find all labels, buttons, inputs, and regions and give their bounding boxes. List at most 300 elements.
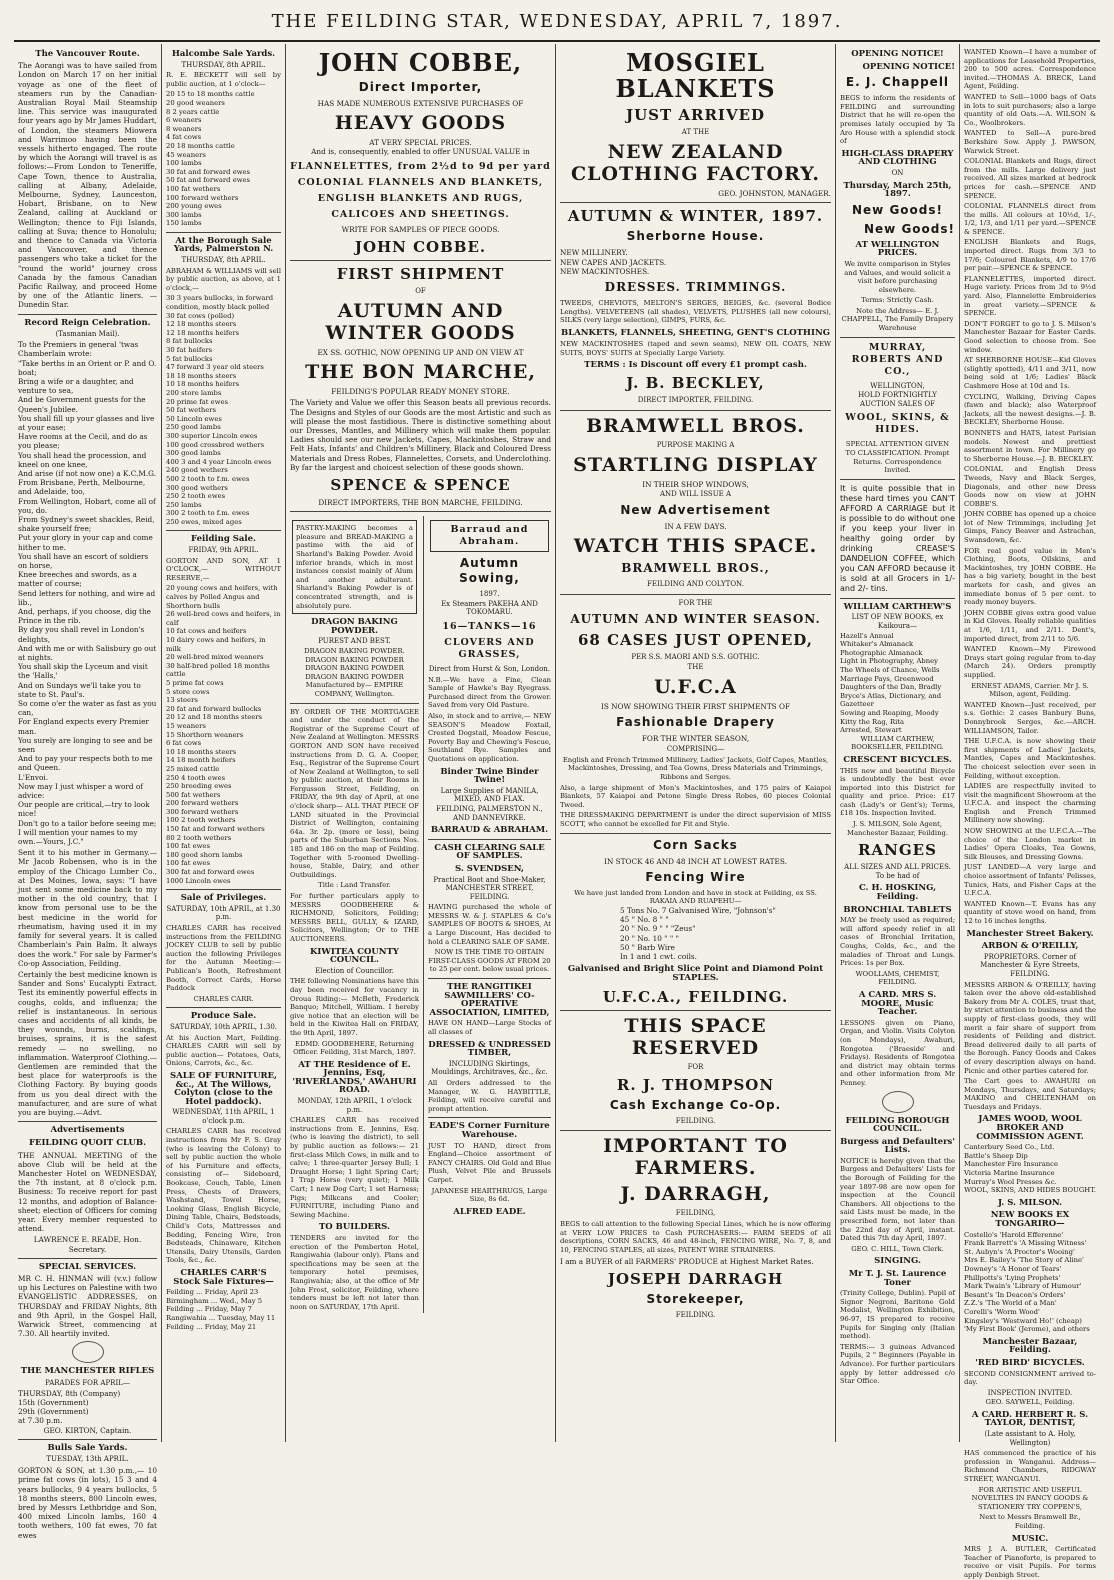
cobbe-special: AT VERY SPECIAL PRICES. bbox=[369, 138, 472, 148]
stock-item: 20 well-bred mixed weaners bbox=[166, 653, 264, 662]
bon-marche-subtitle: FEILDING'S POPULAR READY MONEY STORE. bbox=[331, 387, 510, 397]
fixture-item: Birmingham ... Wed., May 5 bbox=[166, 1296, 263, 1305]
borough-yards-list bbox=[166, 294, 281, 526]
dragon-manufacturer: Manufactured by— EMPIRE COMPANY, Wellington. bbox=[305, 681, 404, 698]
singing-title: SINGING. bbox=[874, 1256, 921, 1267]
poem-line: Our people are critical,—try to look nice! bbox=[18, 800, 150, 819]
crease-coffee-ad: It is quite possible that in these hard times you CAN'T AFFORD A CARRIAGE but it is possible to do without one if you keep your liver in healthy going order by drinking CREASE'S DANDELION COFFEE, which you CAN AFFORD because it is sold at all Grocers in 1/- and 2/- tins. bbox=[840, 483, 955, 593]
milson-agent: J. S. MILSON, Sole Agent, Manchester Bazaar, Feilding. bbox=[847, 820, 948, 837]
record-reign-source: (Tasmanian Mail). bbox=[55, 329, 120, 338]
book-item: Kingsley's 'Westward Ho!' (cheap) bbox=[964, 1316, 1082, 1325]
dressmaking-dept: THE DRESSMAKING DEPARTMENT is under the direct supervision of MISS SCOTT, who cannot be excelled for Fit and Style. bbox=[560, 811, 831, 828]
dragon-subheading: PUREST AND BEST. bbox=[318, 637, 391, 646]
wire-item: 5 Tons No. 7 Galvanised Wire, "Johnson's" bbox=[620, 905, 776, 915]
rifles-parades bbox=[18, 1389, 157, 1426]
colonial-flannels: COLONIAL FLANNELS direct from the mills. All colours at 10½d, 1/-, 1/2, 1/3, and 1/11 per yard.—SPENCE & SPENCE. bbox=[964, 202, 1096, 236]
darragh-buyer: I am a BUYER of all FARMERS' PRODUCE at Highest Market Rates. bbox=[560, 1256, 814, 1266]
stock-item: 12 18 months steers bbox=[166, 320, 237, 329]
poem-line: From Wellington, Hobart, come all of you, do. bbox=[18, 496, 156, 515]
mortgagee-notice: BY ORDER OF THE MORTGAGEE and under the conduct of the Registrar of the Supreme Court of New Zealand at Wellington. MESSRS GORTON AND SON have received instructions from D. G. A. Cooper, Esq., Registrar of the Supreme Court of New Zealand at Wellington, to sell by public auction, at their Rooms in Fergusson Street, Feilding, on FRIDAY, the 9th day of April, at one o'clock sharp— ALL THAT PIECE OF LAND situated in the Provincial District of Wellington, containing 64a. 3r. 2p. (more or less), being parts of the Suburban Sections Nos. 185 and 186 on the map of Feilding. Together with 5-roomed Dwelling-house, Stable, Dairy, and other Outbuildings. bbox=[290, 707, 419, 879]
evans-wood: WANTED Known—T. Evans has any quantity of stove wood on hand, from 12 to 16 inches lengths. bbox=[964, 899, 1096, 925]
second-consignment: SECOND CONSIGNMENT arrived to-day. bbox=[964, 1369, 1096, 1387]
space-reserved-for: FOR bbox=[687, 1062, 704, 1071]
thompson-title: R. J. THOMPSON bbox=[616, 1075, 775, 1094]
borough-crest-icon bbox=[882, 1091, 914, 1113]
murray-title: MURRAY, ROBERTS AND CO., bbox=[851, 341, 944, 377]
privileges-date: SATURDAY, 10th APRIL, at 1.30 p.m. bbox=[166, 904, 281, 922]
invite-text: We invite comparison in Styles and Values, and would solicit a visit before purchasing elsewhere. bbox=[844, 259, 951, 294]
stock-item: 250 ewes, mixed ages bbox=[166, 517, 242, 526]
red-bird-title: 'RED BIRD' BICYCLES. bbox=[975, 1357, 1085, 1368]
new-books-title: NEW BOOKS EX TONGARIRO— bbox=[990, 1210, 1070, 1229]
column-3-right bbox=[424, 516, 551, 1313]
book-item: Marriage Pays, Greenwood bbox=[840, 674, 934, 683]
poem-line: You shall have an escort of soldiers on horse, bbox=[18, 551, 149, 570]
sherborne-line: NEW MILLINERY. bbox=[560, 248, 628, 258]
kiwitea-signature: EDMD. GOODBEHERE, Returning Officer. Feilding, 31st March, 1897. bbox=[293, 1039, 416, 1057]
inspection-invited: INSPECTION INVITED. bbox=[987, 1388, 1073, 1397]
bulls-date: TUESDAY, 13th APRIL. bbox=[46, 1455, 129, 1464]
spence-title: SPENCE & SPENCE bbox=[330, 476, 511, 495]
terms-cash: Terms: Strictly Cash. bbox=[861, 296, 934, 305]
poem-line: You shall skip the Lyceum and visit the 'Halls,' bbox=[18, 662, 148, 681]
wood-title: JAMES WOOD, WOOL BROKER AND COMMISSION AGENT. bbox=[976, 1114, 1084, 1142]
taylor-title: A CARD. HERBERT R. S. TAYLOR, DENTIST, bbox=[971, 1409, 1089, 1429]
taylor-text: HAS commenced the practice of his profession in Wanganui. Address— Richmond Chambers, RIDGWAY STREET, WANGANUI. bbox=[964, 1449, 1096, 1484]
stock-item: 8 fat bullocks bbox=[166, 337, 213, 346]
ufca-jackets: THE U.F.C.A. is now showing their first shipments of Ladies' Jackets, Mantles, Capes and Mackintoshes. The choicest selection ever seen in Feilding, without exception. bbox=[964, 737, 1096, 780]
stock-item: 250 2 tooth ewes bbox=[166, 492, 226, 501]
poem-line: Put your glory in your cap and come hither to me. bbox=[18, 533, 153, 552]
wanted-sow: WANTED to Sell—A pure-bred Berkshire Sow. Apply J. PAWSON, Warwick Street. bbox=[964, 129, 1096, 155]
divider bbox=[840, 479, 955, 480]
stock-item: 200 store lambs bbox=[166, 388, 222, 397]
stock-item: 8 2 years cattle bbox=[166, 107, 220, 116]
corn-sacks-title: Corn Sacks bbox=[653, 837, 738, 852]
stock-item: 250 4 tooth ewes bbox=[166, 773, 226, 782]
high-class-drapery: HIGH-CLASS DRAPERY AND CLOTHING bbox=[841, 148, 954, 168]
produce-date: SATURDAY, 10th APRIL, 1.30. bbox=[169, 1022, 278, 1031]
ladies-invited: LADIES are respectfully invited to visit the magnificent Showroom at the U.F.C.A. and inspect the charming English and French Trimmed Millinery now showing. bbox=[964, 782, 1096, 825]
book-item: Sowing and Reaping, Moody bbox=[840, 708, 939, 717]
ufca-text: English and French Trimmed Millinery, Ladies' Jackets, Golf Capes, Mantles, Mackintoshes, Dressing, and Tea Gowns, Dress Materials and Trimmings, Ribbons and Serges. bbox=[562, 755, 829, 782]
sherborne-line: NEW MACKINTOSHES. bbox=[560, 266, 650, 276]
divider bbox=[18, 314, 157, 315]
stock-item: 30 3 years bullocks, in forward condition, mostly black polled bbox=[166, 294, 274, 312]
bon-marche-title: THE BON MARCHE, bbox=[305, 361, 536, 384]
startling-display: STARTLING DISPLAY bbox=[573, 453, 818, 476]
new-goods-2: New Goods! bbox=[864, 221, 955, 236]
storekeeper: Storekeeper, bbox=[646, 1291, 745, 1306]
divider bbox=[18, 1439, 157, 1440]
cases-opened: 68 CASES JUST OPENED, bbox=[577, 630, 813, 649]
joseph-sub: FEILDING. bbox=[675, 1310, 716, 1319]
dress-tweeds: COLONIAL and English Dress Tweeds, Navy and Black Serges, Diagonals, and other new Dress Goods now on view at JOHN COBBE'S. bbox=[964, 465, 1096, 508]
corn-sacks-sub: IN STOCK 46 AND 48 INCH AT LOWEST RATES. bbox=[604, 856, 787, 866]
sawmill-including: INCLUDING Skirtings, Mouldings, Architraves, &c., &c. bbox=[431, 1059, 548, 1077]
book-item: Photographic Almanack bbox=[840, 648, 923, 657]
cobbe-gloves: JOHN COBBE gives extra good value in Kid Gloves. Really reliable qualities at 1/6, 1/11, and 2/11. Dent's, imported direct, from 2/11 to 5/6. bbox=[964, 608, 1096, 643]
stock-item: 10 18 months steers bbox=[166, 747, 237, 756]
cobbe-calicoes: CALICOES AND SHEETINGS. bbox=[331, 208, 510, 220]
stock-item: 6 fat cows bbox=[166, 739, 202, 748]
cobbe-text: And is, consequently, enabled to offer UNUSUAL VALUE in bbox=[311, 147, 530, 157]
builders-heading: TO BUILDERS. bbox=[318, 1222, 390, 1233]
mosgiel-at: AT THE bbox=[681, 128, 710, 136]
mosgiel-subtitle: JUST ARRIVED bbox=[625, 106, 766, 124]
new-books-list bbox=[964, 1231, 1096, 1334]
rifles-signature: GEO. KIRTON, Captain. bbox=[43, 1425, 132, 1435]
stock-item: 150 fat and forward wethers bbox=[166, 825, 265, 834]
crest-emblem-icon bbox=[72, 1341, 104, 1363]
poem-line: And with me or with Salisbury go out at nights. bbox=[18, 643, 157, 662]
divider bbox=[560, 1010, 831, 1011]
column-4 bbox=[556, 44, 836, 1442]
fencing-wire-title: Fencing Wire bbox=[645, 869, 746, 884]
rifles-heading: THE MANCHESTER RIFLES bbox=[20, 1366, 155, 1377]
space-reserved: THIS SPACE RESERVED bbox=[624, 1014, 767, 1059]
bulls-heading: Bulls Sale Yards. bbox=[47, 1442, 128, 1453]
book-item: Z.Z.'s 'The World of a Man' bbox=[964, 1299, 1057, 1308]
fixture-item: Feilding ... Friday, May 7 bbox=[166, 1305, 252, 1314]
steamers-line: Ex Steamers PAKEHA AND TOKOMARU. bbox=[441, 599, 538, 617]
firewood: WANTED Known—My Firewood Drays start going regular from to-day (March 24). Orders promptly supplied. bbox=[964, 645, 1096, 679]
stock-item: 15 Shorthorn weaners bbox=[166, 730, 244, 739]
flannelettes: FLANNELETTES, imported direct. Huge variety. Prices from 3d to 9½d yard. Also, Flannelette Embroideries in great variety.—SPENCE & SPENCE. bbox=[964, 274, 1096, 318]
cash-clearing-heading: CASH CLEARING SALE OF SAMPLES. bbox=[434, 842, 545, 862]
first-shipment-goods: AUTUMN AND WINTER GOODS bbox=[325, 300, 516, 345]
bulls-notice: GORTON & SON, at 1.30 p.m.,— 10 prime fat cows (in lots), 15 3 and 4 years bullocks, 9 4 years bullocks, 5 18 months steers, 800 Lincoln ewes, bred by Messrs Lethbridge and Son, 400 mixed Lincoln lambs, 160 4 tooth wethers, 100 fat ewes, 70 fat ewes bbox=[18, 1466, 157, 1540]
cycling-capes: CYCLING, Walking, Driving Capes (fawn and black); also Waterproof Jackets, all the newest designs.—J. B. BECKLEY, Sherborne House. bbox=[964, 392, 1096, 427]
book-item: Light in Photography, Abney bbox=[840, 657, 939, 666]
mackintosh-line: NEW MACKINTOSHES (taped and sewn seams), NEW OIL COATS, NEW SUITS, BOYS' SUITS at Specially Large Variety. bbox=[560, 340, 831, 357]
privileges-signature: CHARLES CARR. bbox=[193, 994, 254, 1003]
stock-item: 10 18 months heifers bbox=[166, 380, 240, 389]
halcombe-heading: Halcombe Sale Yards. bbox=[171, 49, 276, 59]
divider bbox=[290, 260, 551, 261]
feilding-sale-notice: GORTON AND SON, AT 1 O'CLOCK,— WITHOUT RESERVE,— bbox=[166, 556, 281, 582]
wanted-oats: WANTED to Sell—1000 bags of Oats in lots to suit purchasers; also a large quantity of old Oats.—A. WILSON & Co., Woolbrokers. bbox=[964, 92, 1096, 127]
agency-item: Battle's Sheep Dip bbox=[964, 1151, 1028, 1160]
stock-item: 300 good lambs bbox=[166, 449, 221, 458]
parade-item: 15th (Government) bbox=[18, 1398, 89, 1408]
stock-item: 20 15 to 18 months cattle bbox=[166, 90, 255, 99]
spence-subtitle: DIRECT IMPORTERS, THE BON MARCHE, FEILDING. bbox=[318, 498, 523, 508]
borough-yards-heading: At the Borough Sale Yards, Palmerston N. bbox=[173, 235, 274, 255]
stock-item: 20 prime fat ewes bbox=[166, 397, 229, 406]
stock-item: 300 good wethers bbox=[166, 483, 228, 492]
quoit-club-heading: FEILDING QUOIT CLUB. bbox=[28, 1138, 147, 1149]
darragh-title: J. DARRAGH, bbox=[620, 1183, 771, 1205]
poem-line: And arise (if not now one) a K.C.M.G. bbox=[18, 468, 157, 478]
fixture-item: Feilding ... Friday, May 21 bbox=[166, 1322, 257, 1331]
feilding-sale-heading: Feilding Sale. bbox=[191, 534, 256, 545]
moore-title: A CARD. MRS S. MOORE, Music Teacher. bbox=[858, 989, 937, 1018]
divider bbox=[560, 202, 831, 203]
svendsen-sub: Practical Boot and Shoe-Maker, MANCHESTER STREET, FEILDING. bbox=[433, 875, 546, 901]
wire-item: 45 " No. 8 " " bbox=[620, 915, 669, 925]
furniture-notice: CHARLES CARR has received instructions from Mr F. S. Gray (who is leaving the Colony) to sell by public auction the whole of his Furniture and effects, consisting of— Sideboard, Bookcase, Couch, Table, Linen Press, Chests of Drawers, Washstand, Towel Horse, Looking Glass, English Bicycle, Dining Table, Chairs, Bedsteads, Child's Cots, Mattresses and Bedding, Fencing Wire, Iron Bedsteads, Chinaware, Kitchen Utensils, Dairy Utensils, Garden Tools, &c., &c. bbox=[166, 1127, 281, 1265]
wire-item: In 1 and 1 cwt. coils. bbox=[620, 951, 697, 961]
saywell: GEO. SAYWELL, Feilding. bbox=[985, 1398, 1075, 1407]
halcombe-date: THURSDAY, 8th APRIL. bbox=[181, 60, 266, 69]
divider bbox=[840, 337, 955, 338]
tanks-line: 16—TANKS—16 bbox=[442, 621, 537, 633]
divider bbox=[166, 1007, 281, 1008]
binder-twine-heading: Binder Twine Binder Twine! bbox=[440, 766, 539, 786]
barraud-signature: BARRAUD & ABRAHAM. bbox=[430, 825, 549, 836]
dragon-line: DRAGON BAKING POWDER bbox=[305, 672, 404, 681]
sawmill-timber: DRESSED & UNDRESSED TIMBER, bbox=[428, 1039, 551, 1059]
special-services-heading: SPECIAL SERVICES. bbox=[38, 1261, 137, 1272]
comprising: COMPRISING— bbox=[666, 744, 725, 753]
cobbe-signature: JOHN COBBE. bbox=[354, 237, 487, 256]
book-item: St. Aubyn's 'A Proctor's Wooing' bbox=[964, 1247, 1075, 1256]
dragon-line: DRAGON BAKING POWDER bbox=[305, 655, 404, 664]
arbon-title: ARBON & O'REILLY, bbox=[981, 941, 1079, 952]
divider bbox=[166, 232, 281, 233]
darragh-text: BEGS to call attention to the following Special Lines, which he is now offering at VERY LOW PRICES to Cash PURCHASERS:— FARM SEEDS of all descriptions, CORN SACKS, 46 and 48-inch, FENCING WIRE, No. 7, 8, and 10, FENCING STAPLES, all sizes, PATENT WIRE STRAINERS. bbox=[560, 1220, 831, 1254]
cobbe-colonial: COLONIAL FLANNELS AND BLANKETS, bbox=[297, 176, 544, 188]
stock-item: 300 superior Lincoln ewes bbox=[166, 431, 258, 440]
stock-item: 300 lambs bbox=[166, 210, 202, 219]
arbon-text: MESSRS ARBON & O'REILLY, having taken over the above old-established Bakery from Mr A. COLES, trust that, by strict attention to business and the supply of first-class goods, they will merit a fair share of support from residents of Feilding and district. Bread delivered daily to all parts of the Borough. Fancy Goods and Cakes of every description always on hand. Picnic and other parties catered for. bbox=[964, 980, 1096, 1075]
svendsen-text: HAVING purchased the whole of MESSRS W. & J. STAPLES & Co's SAMPLES OF BOOTS & SHOES, At a Large Discount, Has decided to hold a CLEARING SALE OF SAME. bbox=[427, 903, 551, 946]
stock-item: 100 lambs bbox=[166, 159, 202, 168]
quoit-club-signature: LAWRENCE E. READE, Hon. Secretary. bbox=[33, 1235, 142, 1254]
autumn-sowing-title: Autumn Sowing, bbox=[459, 556, 520, 586]
stock-item: 20 young cows and heifers, with calves by Polled Angus and Shorthorn bulls bbox=[166, 584, 278, 610]
new-goods: New Goods! bbox=[852, 202, 943, 217]
moore-text: LESSONS given on Piano, Organ, and Violin. Visits Colyton (on Mondays), Awahuri, Rongotea ('Braeside' and Fridays). Residents of Rongotea and district may obtain terms and other information from Mr Penney. bbox=[840, 1018, 955, 1087]
book-item: Whitaker's Almanack bbox=[840, 640, 914, 649]
taylor-sub: (Late assistant to A. Holy, Wellington) bbox=[984, 1430, 1076, 1447]
chamberlain-article: Sent it to his mother in Germany.—Mr Jacob Robensen, who is in the employ of the Chicago Lumber Co., at Des Moines, Iowa, says: "I have just sent some medicine back to my mother in the old country, that I know from personal use to be the best medicine in the world for rheumatism, having used it in my family for several years. It is called Chamberlain's Pain Balm. It always does the work." For sale by Farmer's Co-op Association, Feilding. bbox=[18, 848, 157, 968]
now-is-the-time: NOW IS THE TIME TO OBTAIN FIRST-CLASS GOODS AT FROM 20 to 25 per cent. below usual prices. bbox=[428, 948, 551, 974]
bazaar-title: Manchester Bazaar, Feilding. bbox=[982, 1336, 1078, 1356]
eade-heading: EADE'S Corner Furniture Warehouse. bbox=[429, 1121, 550, 1140]
book-item: Arrested, Stewart bbox=[840, 726, 902, 735]
stock-fixtures-list bbox=[166, 1288, 281, 1331]
kiwitea-notice: THE following Nominations have this day been received for vacancy in Oroua Riding:— McBeth, Frederick Banquo; Mitchell, William. I hereby give notice that an election will be held in the Kiwitea Hall on FRIDAY, the 9th April, 1897. bbox=[290, 977, 419, 1037]
cases-sub: PER S.S. MAORI AND S.S. GOTHIC. bbox=[631, 652, 760, 661]
darragh-sub: FEILDING, bbox=[675, 1209, 716, 1217]
chappell-text: BEGS to inform the residents of FEILDING and surrounding District that he will re-open the premises lately occupied by Ta Aro House with a splendid stock of bbox=[840, 94, 955, 146]
nzcf-signature: GEO. JOHNSTON, MANAGER. bbox=[718, 189, 831, 199]
feilding-sale-date: FRIDAY, 9th APRIL. bbox=[188, 546, 259, 555]
fixture-item: Rangiwahia ... Tuesday, May 11 bbox=[166, 1313, 276, 1322]
wood-agencies bbox=[964, 1143, 1096, 1186]
stock-item: 200 young ewes bbox=[166, 202, 222, 211]
murray-text: SPECIAL ATTENTION GIVEN TO CLASSIFICATION. Prompt Returns. Correspondence Invited. bbox=[845, 440, 950, 475]
ranges-sub: ALL SIZES AND ALL PRICES. To be had of bbox=[844, 863, 951, 880]
cobbe-english: ENGLISH BLANKETS AND RUGS, bbox=[317, 192, 524, 204]
crescent-text: THIS new and beautiful Bicycle is undoubtedly the best ever imported into this District for quality and price. Price: £17 cash (Lady's or Gent's); Terms, £18 10s. Inspection Invited. bbox=[840, 766, 955, 818]
stock-item: 4 fat cows bbox=[166, 133, 202, 142]
eade-hearthrugs: JAPANESE HEARTHRUGS, Large Size, 8s 6d. bbox=[431, 1186, 548, 1204]
carthew-sub: LIST OF NEW BOOKS, ex Kaikoura— bbox=[851, 613, 944, 630]
stock-item: 150 lambs bbox=[166, 219, 202, 228]
poem-line: L'Envoi. bbox=[18, 772, 49, 782]
carthew-books bbox=[840, 632, 955, 735]
sawmill-heading: THE RANGITIKEI SAWMILLERS' CO-OPERATIVE ASSOCIATION, LIMITED, bbox=[429, 982, 550, 1018]
stock-item: 100 good crossbred wethers bbox=[166, 440, 265, 449]
poem-line: You shall head the procession, and kneel on one knee, bbox=[18, 450, 147, 469]
wire-item: 20 " No. 10 " " " bbox=[620, 933, 679, 943]
sherborne-lines bbox=[560, 248, 831, 276]
vancouver-article: The Aorangi was to have sailed from London on March 17 on her initial voyage as one of the fleet of steamers run by the Canadian-Australian Royal Mail Steamship line. This service was inaugurated four years ago by Mr James Huddart, of London, the steamers Miowera and Warrimoo having been the vessels hitherto engaged. The route by which the Aorangi will travel is as follows:—From London to Teneriffe, Cape Town, thence to Australia, calling at Albany, Adelaide, Melbourne, Sydney, Launceston, Hobart, Brisbane, on to New Zealand, calling at Auckland or Wellington; thence to Fiji Islands, calling at Suva; thence to Honolulu; and thence to Canada via Victoria and Vancouver, and thence passengers who take a ticket for the "round the world" journey cross Canada by the famous Canadian Pacific Railway, and proceed Home by one of the Atlantic liners. —Dunedin Star. bbox=[18, 61, 157, 310]
book-item: Besant's 'In Deacon's Orders' bbox=[964, 1290, 1066, 1299]
cobbe-title: JOHN COBBE, bbox=[318, 48, 523, 77]
murray-hold: HOLD FORTNIGHTLY AUCTION SALES OF bbox=[858, 391, 937, 408]
dragon-line: DRAGON BAKING POWDER. bbox=[304, 646, 405, 655]
stock-item: 45 weaners bbox=[166, 150, 206, 159]
ufca-also: Also, a large shipment of Men's Mackintoshes, and 175 pairs of Kaiapoi Blankets, 57 Kaiapoi and Petone Single Dress Robes, 60 pieces Colonial Tweed. bbox=[560, 783, 831, 809]
hawkes-bay-text: N.B.—We have a Fine, Clean Sample of Hawke's Bay Ryegrass. Purchased direct from the Grower. Saved from very Old Pasture. bbox=[427, 675, 551, 710]
stock-item: 12 18 months heifers bbox=[166, 328, 240, 337]
tonor-text: (Trinity College, Dublin). Pupil of Signor Negroni, Baritone Gold Medalist, Wellington Exhibition, 96-97, IS prepared to receive Pupils for Singing only (Italian method). bbox=[840, 1289, 955, 1341]
opening-date: Thursday, March 25th, 1897. bbox=[843, 180, 952, 200]
sawmill-text: HAVE ON HAND—Large Stocks of all classes of bbox=[427, 1019, 551, 1036]
startling-will: AND WILL ISSUE A bbox=[659, 490, 732, 498]
hosking: C. H. HOSKING, Feilding. bbox=[858, 883, 937, 903]
poem-line: And, perhaps, if you choose, dig the Prince in the rib. bbox=[18, 606, 151, 626]
mortgagee-further: For further particulars apply to MESSRS GOODBEHERE & RICHMOND, Solicitors, Feilding; MESSRS BELL, GULLY, & IZARD, Solicitors, Wellington; Or to THE AUCTIONEERS. bbox=[290, 892, 419, 943]
halcombe-notice: R. E. BECKETT will sell by public auction, at 1 o'clock— bbox=[166, 71, 281, 88]
stock-item: 8 weaners bbox=[166, 124, 202, 133]
ufca-showing: IS NOW SHOWING THEIR FIRST SHIPMENTS OF bbox=[600, 702, 791, 712]
jennings-heading: AT THE Residence of E. Jennins, Esq, 'RIVERLANDS,' AWAHURI ROAD. bbox=[292, 1059, 417, 1096]
poem-line: Have rooms at the Cecil, and do as you please; bbox=[18, 432, 148, 451]
ranges-title: RANGES bbox=[858, 841, 937, 860]
stock-item: 50 Lincoln ewes bbox=[166, 414, 222, 423]
special-services-notice: MR C. H. HINMAN will (v.v.) follow up his Lectures on Palestine with two EVANGELISTIC ADDRESSES, on THURSDAY and FRIDAY Nights, 8th and 9th April, in the Gospel Hall, Warwick Street, commencing at 7.30. All heartily invited. bbox=[18, 1274, 157, 1339]
poem-line: From Brisbane, Perth, Melbourne, and Adelaide, too, bbox=[18, 478, 146, 497]
on-label: ON bbox=[891, 168, 904, 177]
fashionable-drapery: Fashionable Drapery bbox=[616, 715, 775, 730]
stock-item: 10 dairy cows and heifers, in milk bbox=[166, 636, 266, 653]
stock-item: 400 3 and 4 year Lincoln ewes bbox=[166, 457, 272, 466]
stock-item: 20 18 months cattle bbox=[166, 141, 235, 150]
firewood-signature: ERNEST ADAMS, Carrier. Mr J. S. Milson, agent, Feilding. bbox=[971, 681, 1089, 699]
sherborne-subtitle: Sherborne House. bbox=[626, 229, 765, 244]
opening-notice: OPENING NOTICE! bbox=[851, 49, 944, 59]
stock-item: 180 good shorn lambs bbox=[166, 850, 243, 859]
eade-text: JUST TO HAND, direct from England—Choice assortment of FANCY CHAIRS. Old Gold and Blue Plush, Velvet Pile and Brussels Carpet. bbox=[427, 1141, 551, 1184]
book-item: Phillpotts's 'Lying Prophets' bbox=[964, 1273, 1061, 1282]
autumn-sowing-year: 1897. bbox=[479, 590, 500, 599]
fixture-item: Feilding ... Friday, April 23 bbox=[166, 1288, 259, 1297]
stock-item: 80 2 tooth wethers bbox=[166, 833, 232, 842]
the-label: THE bbox=[687, 663, 704, 672]
stock-item: 500 fat wethers bbox=[166, 790, 221, 799]
stock-item: 30 fat and forward ewes bbox=[166, 167, 251, 176]
poem-line: And be Government guests for the Queen's Jubilee. bbox=[18, 395, 146, 414]
book-item: Costello's 'Harold Efferenne' bbox=[964, 1230, 1064, 1239]
now-showing: NOW SHOWING at the U.F.C.A.—The choice of the London market in Ladies' Opera Cloaks, Tea Gowns, Silk Blouses, and Dressing Gowns. bbox=[964, 827, 1096, 861]
agency-item: Murray's Wool Presses &c. bbox=[964, 1177, 1057, 1186]
fencing-wire-list bbox=[560, 906, 831, 961]
stock-item: 20 fat and forward bullocks bbox=[166, 704, 262, 713]
book-item: Corelli's 'Worm Wood' bbox=[964, 1307, 1040, 1316]
svendsen-heading: S. SVENDSEN, bbox=[455, 863, 524, 874]
poem-line: Knee breeches and swords, as a matter of course; bbox=[18, 570, 137, 589]
music-title: MUSIC. bbox=[1011, 1533, 1049, 1544]
parade-item: 29th (Government) bbox=[18, 1407, 89, 1417]
book-item: Bryce's Atlas, Dictionary, and Gazetteer bbox=[840, 691, 942, 709]
stock-item: 5 prime fat cows bbox=[166, 678, 224, 687]
kiwitea-subheading: Election of Councillor. bbox=[315, 966, 394, 975]
produce-heading: Produce Sale. bbox=[190, 1011, 257, 1022]
tonor-title: Mr T. J. St. Laurence Toner bbox=[848, 1269, 947, 1288]
agency-item: Victoria Marine Insurance bbox=[964, 1169, 1055, 1178]
first-shipment-text: EX SS. GOTHIC, NOW OPENING UP AND ON VIEW AT bbox=[317, 348, 524, 358]
wool-skins-hides: WOOL, SKINS, & HIDES. bbox=[845, 412, 950, 436]
borough-council-title: FEILDING BOROUGH COUNCIL. bbox=[845, 1115, 950, 1135]
real-good-value: FOR real good value in Men's Clothing, Boots, Oilskins, and Mackintoshes, try JOHN COBBE. He has a big variety, bought in the best markets for cash, and gives an immediate bonus of 5 per cent. to ready money buyers. bbox=[964, 546, 1096, 607]
divider bbox=[166, 530, 281, 531]
stock-item: 30 fat heifers bbox=[166, 346, 213, 354]
for-the: FOR THE bbox=[678, 598, 713, 607]
opening-notice-2: OPENING NOTICE! bbox=[862, 61, 955, 72]
book-item: Mrs E. Bailey's 'The Story of Aline' bbox=[964, 1256, 1084, 1265]
beckley-subtitle: DIRECT IMPORTER, FEILDING. bbox=[637, 396, 754, 405]
stock-item: 15 weaners bbox=[166, 721, 206, 730]
wanted-leasehold: WANTED Known—I have a number of applications for Leasehold Properties, 200 to 500 acres. Correspondence invited.—THOMAS A. BRECK, Land Agent, Feilding. bbox=[964, 48, 1096, 91]
milson-title: J. S. MILSON. bbox=[997, 1197, 1063, 1208]
stock-item: 10 fat cows and heifers bbox=[166, 627, 247, 636]
divider bbox=[166, 889, 281, 890]
stock-item: 100 2 tooth wethers bbox=[166, 816, 236, 825]
stock-item: 250 breeding ewes bbox=[166, 782, 232, 791]
divider bbox=[428, 1117, 551, 1118]
mosgiel-title: MOSGIEL BLANKETS bbox=[615, 48, 776, 103]
bronchial-text: MAY be freely used as required; will afford speedy relief in all cases of Bronchial Irritation, Coughs, Colds, &c., and the maladies of Throat and Lungs. Prices: 1s per Box. bbox=[840, 916, 955, 968]
agency-item: Manchester Fire Insurance bbox=[964, 1160, 1059, 1169]
book-item: Hazell's Annual bbox=[840, 631, 894, 640]
few-days: IN A FEW DAYS. bbox=[664, 522, 727, 532]
column-3-left bbox=[290, 516, 424, 1313]
cobbe-write: WRITE FOR SAMPLES OF PIECE GOODS. bbox=[341, 224, 500, 234]
furniture-heading: SALE OF FURNITURE, &c., At The Willows, Colyton (close to the Hotel paddock). bbox=[169, 1070, 278, 1107]
column-6 bbox=[960, 44, 1100, 1579]
furniture-date: WEDNESDAY, 11th APRIL, 1 o'clock p.m. bbox=[172, 1108, 275, 1125]
stock-item: 13 steers bbox=[166, 696, 198, 705]
record-reign-heading: Record Reign Celebration. bbox=[24, 317, 151, 328]
ufca-title: U.F.C.A bbox=[654, 676, 737, 699]
divider bbox=[560, 833, 831, 834]
dragon-lines bbox=[290, 647, 419, 681]
book-item: The Wheels of Chance, Wells bbox=[840, 665, 940, 674]
joseph-darragh: JOSEPH DARRAGH bbox=[607, 1269, 784, 1288]
butler-text: MRS J. A. BUTLER, Certificated Teacher of Pianoforte, is prepared to receive or visit Pupils. For terms apply Denbigh Street. bbox=[964, 1545, 1096, 1579]
colonial-blankets: COLONIAL Blankets and Rugs, direct from the mills. Large delivery just received. All sizes marked at bedrock prices for cash.—SPENCE AND SPENCE. bbox=[964, 157, 1096, 200]
cobbe-line: HAS MADE NUMEROUS EXTENSIVE PURCHASES OF bbox=[317, 99, 524, 108]
jennings-notice: CHARLES CARR has received instructions from E. Jennins, Esq. (who is leaving the district), to sell by public auction as follows:— 21 first-class Milch Cows, in milk and to calve; 1 three-quarter Jersey Bull; 1 Draught Horse; 1 light Spring Cart; 1 Trap Horse (very quiet); 1 Milk Cart; 1 new Dog Cart; 1 set Harness; Pigs; Milkcans and Cooler; FURNITURE, including Piano and Sewing Machine. bbox=[290, 1116, 419, 1219]
barraud-heading: Barraud and Abraham. bbox=[430, 520, 549, 552]
fencing-wire-footer: Galvanised and Bright Slice Point and Diamond Point STAPLES. bbox=[567, 964, 824, 984]
cash-exchange: Cash Exchange Co-Op. bbox=[609, 1097, 782, 1112]
poem-line: You surely are longing to see and be seen bbox=[18, 735, 153, 755]
chappell-address: Note the Address— E. J. CHAPPELL, The Family Drapery Warehouse bbox=[841, 306, 954, 333]
watch-this-space: WATCH THIS SPACE. bbox=[573, 535, 818, 558]
masthead-rule bbox=[14, 40, 1100, 42]
stock-item: 200 forward wethers bbox=[166, 799, 239, 808]
feilding-sale-list bbox=[166, 584, 281, 885]
mortgagee-title-line: Title : Land Transfer. bbox=[318, 881, 391, 890]
wire-item: 20 " No. 9 " " "Zeus" bbox=[620, 924, 696, 934]
divider bbox=[560, 594, 831, 595]
